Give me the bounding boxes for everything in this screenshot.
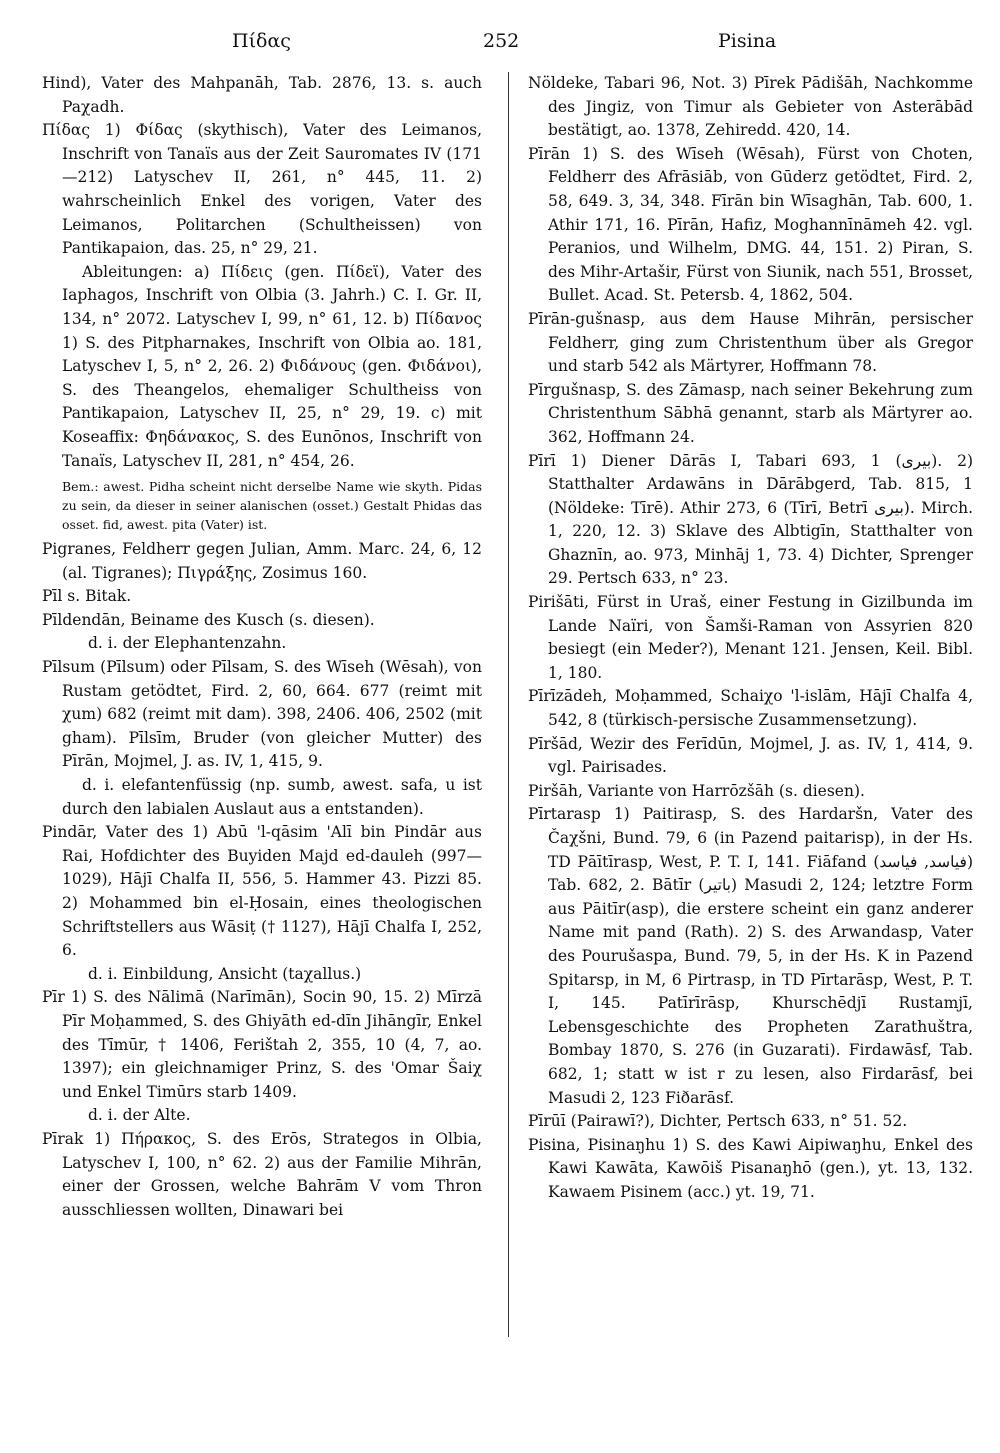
- entry-paragraph: Pīrak 1) Πήρακος, S. des Erōs, Strategos in Olbia, Latyschev I, 100, n° 62. 2) aus der Familie Mihrān, einer der Grossen, welche Bahrām V vom Thron ausschliessen wollten, Dinawari bei: [42, 1129, 482, 1219]
- column-divider: [508, 72, 509, 1337]
- entry-paragraph: Pīr 1) S. des Nālimā (Narīmān), Socin 90, 15. 2) Mīrzā Pīr Moḥammed, S. des Ghiyāth ed-dīn Jihāngīr, Enkel des Tīmūr, † 1406, Ferištah 2, 355, 10 (4, 7, ao. 1397); ein gleichnamiger Prinz, S. des 'Omar Šaiχ und Enkel Timūrs starb 1409.: [42, 988, 482, 1101]
- entry-paragraph: Pīl s. Bitak.: [42, 587, 132, 606]
- entry-paragraph: Pigranes, Feldherr gegen Julian, Amm. Marc. 24, 6, 12 (al. Tigranes); Πιγράξης, Zosimus 160.: [42, 540, 482, 582]
- remark-note: Bem.: awest. Pidha scheint nicht derselbe Name wie skyth. Pidas zu sein, da dieser in seiner alanischen (osset.) Gestalt Phidas das osset. fid, awest. pita (Vater) ist.: [62, 479, 482, 533]
- left-column: [42, 72, 482, 1222]
- running-header: [0, 30, 1000, 60]
- entry-paragraph: Pīrtarasp 1) Paitirasp, S. des Hardaršn, Vater des Čaχšni, Bund. 79, 6 (in Pazend paitarisp), in der Hs. TD Pāītīrasp, West, P. T. I, 141. Fiāfand (فیاسد, فیاسد) Tab. 682, 2. Bātīr (باتیر) Masudi 2, 124; letztre Form aus Pāitīr(asp), die erstere scheint ein ganz anderer Name mit pand (Rath). 2) S. des Arwandasp, Vater des Pourušaspa, Bund. 79, 5, in der Hs. K in Pazend Spitarsp, in M, 6 Pirtrasp, in TD Pīrtarāsp, West, P. T. I, 145. Patīrīrāsp, Khurschēdjī Rustamjī, Lebensgeschichte des Propheten Zarathuštra, Bombay 1870, S. 276 (in Guzarati). Firdawāsf, Tab. 682, 1; statt w ist r zu lesen, also Firdarāsf, bei Masudi 2, 123 Fiðarāsf.: [528, 805, 973, 1107]
- entry-paragraph: Pīldendān, Beiname des Kusch (s. diesen).: [42, 610, 375, 629]
- entry-paragraph: Nöldeke, Tabari 96, Not. 3) Pīrek Pādišāh, Nachkomme des Jingiz, von Timur als Gebieter von Asterābād bestätigt, ao. 1378, Zehiredd. 420, 14.: [528, 74, 973, 140]
- entry-paragraph: Pīrān-gušnasp, aus dem Hause Mihrān, persischer Feldherr, ging zum Christenthum über als Gregor und starb 542 als Märtyrer, Hoffmann 78.: [528, 309, 973, 376]
- entry-paragraph: Hind), Vater des Mahpanāh, Tab. 2876, 13. s. auch Paχadh.: [42, 74, 482, 116]
- entry-paragraph: Ableitungen: a) Πίδεις (gen. Πίδεϊ), Vater des Iaphagos, Inschrift von Olbia (3. Jahrh.) C. I. Gr. II, 134, n° 2072. Latyschev I, 99, n° 61, 12. b) Πίδανος 1) S. des Pitpharnakes, Inschrift von Olbia ao. 181, Latyschev I, 5, n° 2, 26. 2) Φιδάνους (gen. Φιδάνοι), S. des Theangelos, ehemaliger Schultheiss von Pantikapaion, Latyschev II, 25, n° 29, 19. c) mit Koseaffix: Φηδάνακος, S. des Eunōnos, Inschrift von Tanaïs, Latyschev II, 281, n° 454, 26.: [62, 262, 482, 470]
- entry-paragraph: Pīrān 1) S. des Wīseh (Wēsah), Fürst von Choten, Feldherr des Afrāsiāb, von Gūderz getödtet, Fird. 2, 58, 649. 3, 34, 348. Fīrān bin Wīsaghān, Tab. 600, 1. Athir 171, 16. Pīrān, Hafiz, Moghannīnāmeh 42. vgl. Peranios, und Wilhelm, DMG. 44, 151. 2) Piran, S. des Mihr-Artašir, Fürst von Siunik, nach 551, Brosset, Bullet. Acad. St. Petersb. 4, 1862, 504.: [528, 144, 973, 305]
- entry-paragraph: Pīrgušnasp, S. des Zāmasp, nach seiner Bekehrung zum Christenthum Sābhā genannt, starb als Märtyrer ao. 362, Hoffmann 24.: [528, 380, 973, 446]
- etymology-line: d. i. Einbildung, Ansicht (taχallus.): [88, 964, 362, 983]
- etymology-line: d. i. der Alte.: [88, 1106, 191, 1125]
- entry-paragraph: Pīrīzādeh, Moḥammed, Schaiχo 'l-islām, Hājī Chalfa 4, 542, 8 (türkisch-persische Zusammensetzung).: [528, 687, 973, 730]
- entry-paragraph: Piršāh, Variante von Harrōzšāh (s. diesen).: [528, 781, 865, 800]
- entry-paragraph: Pīršād, Wezir des Ferīdūn, Mojmel, J. as. IV, 1, 414, 9. vgl. Pairisades.: [528, 734, 973, 777]
- header-left-headword: Πίδας: [232, 30, 291, 52]
- right-column: [528, 72, 973, 1205]
- entry-paragraph: Pīlsum (Pīlsum) oder Pīlsam, S. des Wīseh (Wēsah), von Rustam getödtet, Fird. 2, 60, 664. 677 (reimt mit χum) 682 (reimt mit dam). 398, 2406. 406, 2502 (mit gham). Pīlsīm, Bruder (von gleicher Mutter) des Pīrān, Mojmel, J. as. IV, 1, 415, 9.: [42, 658, 482, 771]
- page-number: 252: [483, 30, 520, 52]
- entry-paragraph: Pisina, Pisinaŋhu 1) S. des Kawi Aipiwaŋhu, Enkel des Kawi Kawāta, Kawōiš Pisanaŋhō (gen.), yt. 13, 132. Kawaem Pisinem (acc.) yt. 19, 71.: [528, 1135, 973, 1201]
- entry-paragraph: Pīrūī (Pairawī?), Dichter, Pertsch 633, n° 51. 52.: [528, 1112, 908, 1131]
- header-right-headword: Pisina: [718, 30, 777, 52]
- entry-paragraph: Pirišāti, Fürst in Uraš, einer Festung in Gizilbunda im Lande Naïri, von Šamši-Raman von Assyrien 820 besiegt (ein Meder?), Menant 121. Jensen, Keil. Bibl. 1, 180.: [528, 593, 973, 682]
- entry-paragraph: Pīrī 1) Diener Dārās I, Tabari 693, 1 (بیری). 2) Statthalter Ardawāns in Dārābgerd, Tab. 815, 1 (Nöldeke: Tīrē). Athir 273, 6 (Tīrī, Betrī بیری). Mirch. 1, 220, 12. 3) Sklave des Albtigīn, Statthalter von Ghaznīn, ao. 973, Minhāj 1, 73. 4) Dichter, Sprenger 29. Pertsch 633, n° 23.: [528, 451, 973, 588]
- entry-paragraph: Πίδας 1) Φίδας (skythisch), Vater des Leimanos, Inschrift von Tanaïs aus der Zeit Sauromates IV (171—212) Latyschev II, 261, n° 445, 11. 2) wahrscheinlich Enkel des vorigen, Vater des Leimanos, Politarchen (Schultheissen) von Pantikapaion, das. 25, n° 29, 21.: [42, 121, 482, 258]
- etymology-line: d. i. elefantenfüssig (np. sumb, awest. safa, u ist durch den labialen Auslaut aus a entstanden).: [62, 776, 482, 818]
- etymology-line: d. i. der Elephantenzahn.: [88, 634, 287, 653]
- entry-paragraph: Pindār, Vater des 1) Abū 'l-qāsim 'Alī bin Pindār aus Rai, Hofdichter des Buyiden Majd ed-dauleh (997—1029), Hājī Chalfa II, 556, 5. Hammer 43. Pizzi 85. 2) Mohammed bin el-Ḥosain, eines theologischen Schriftstellers aus Wāsiṭ († 1127), Hājī Chalfa I, 252, 6.: [42, 823, 482, 960]
